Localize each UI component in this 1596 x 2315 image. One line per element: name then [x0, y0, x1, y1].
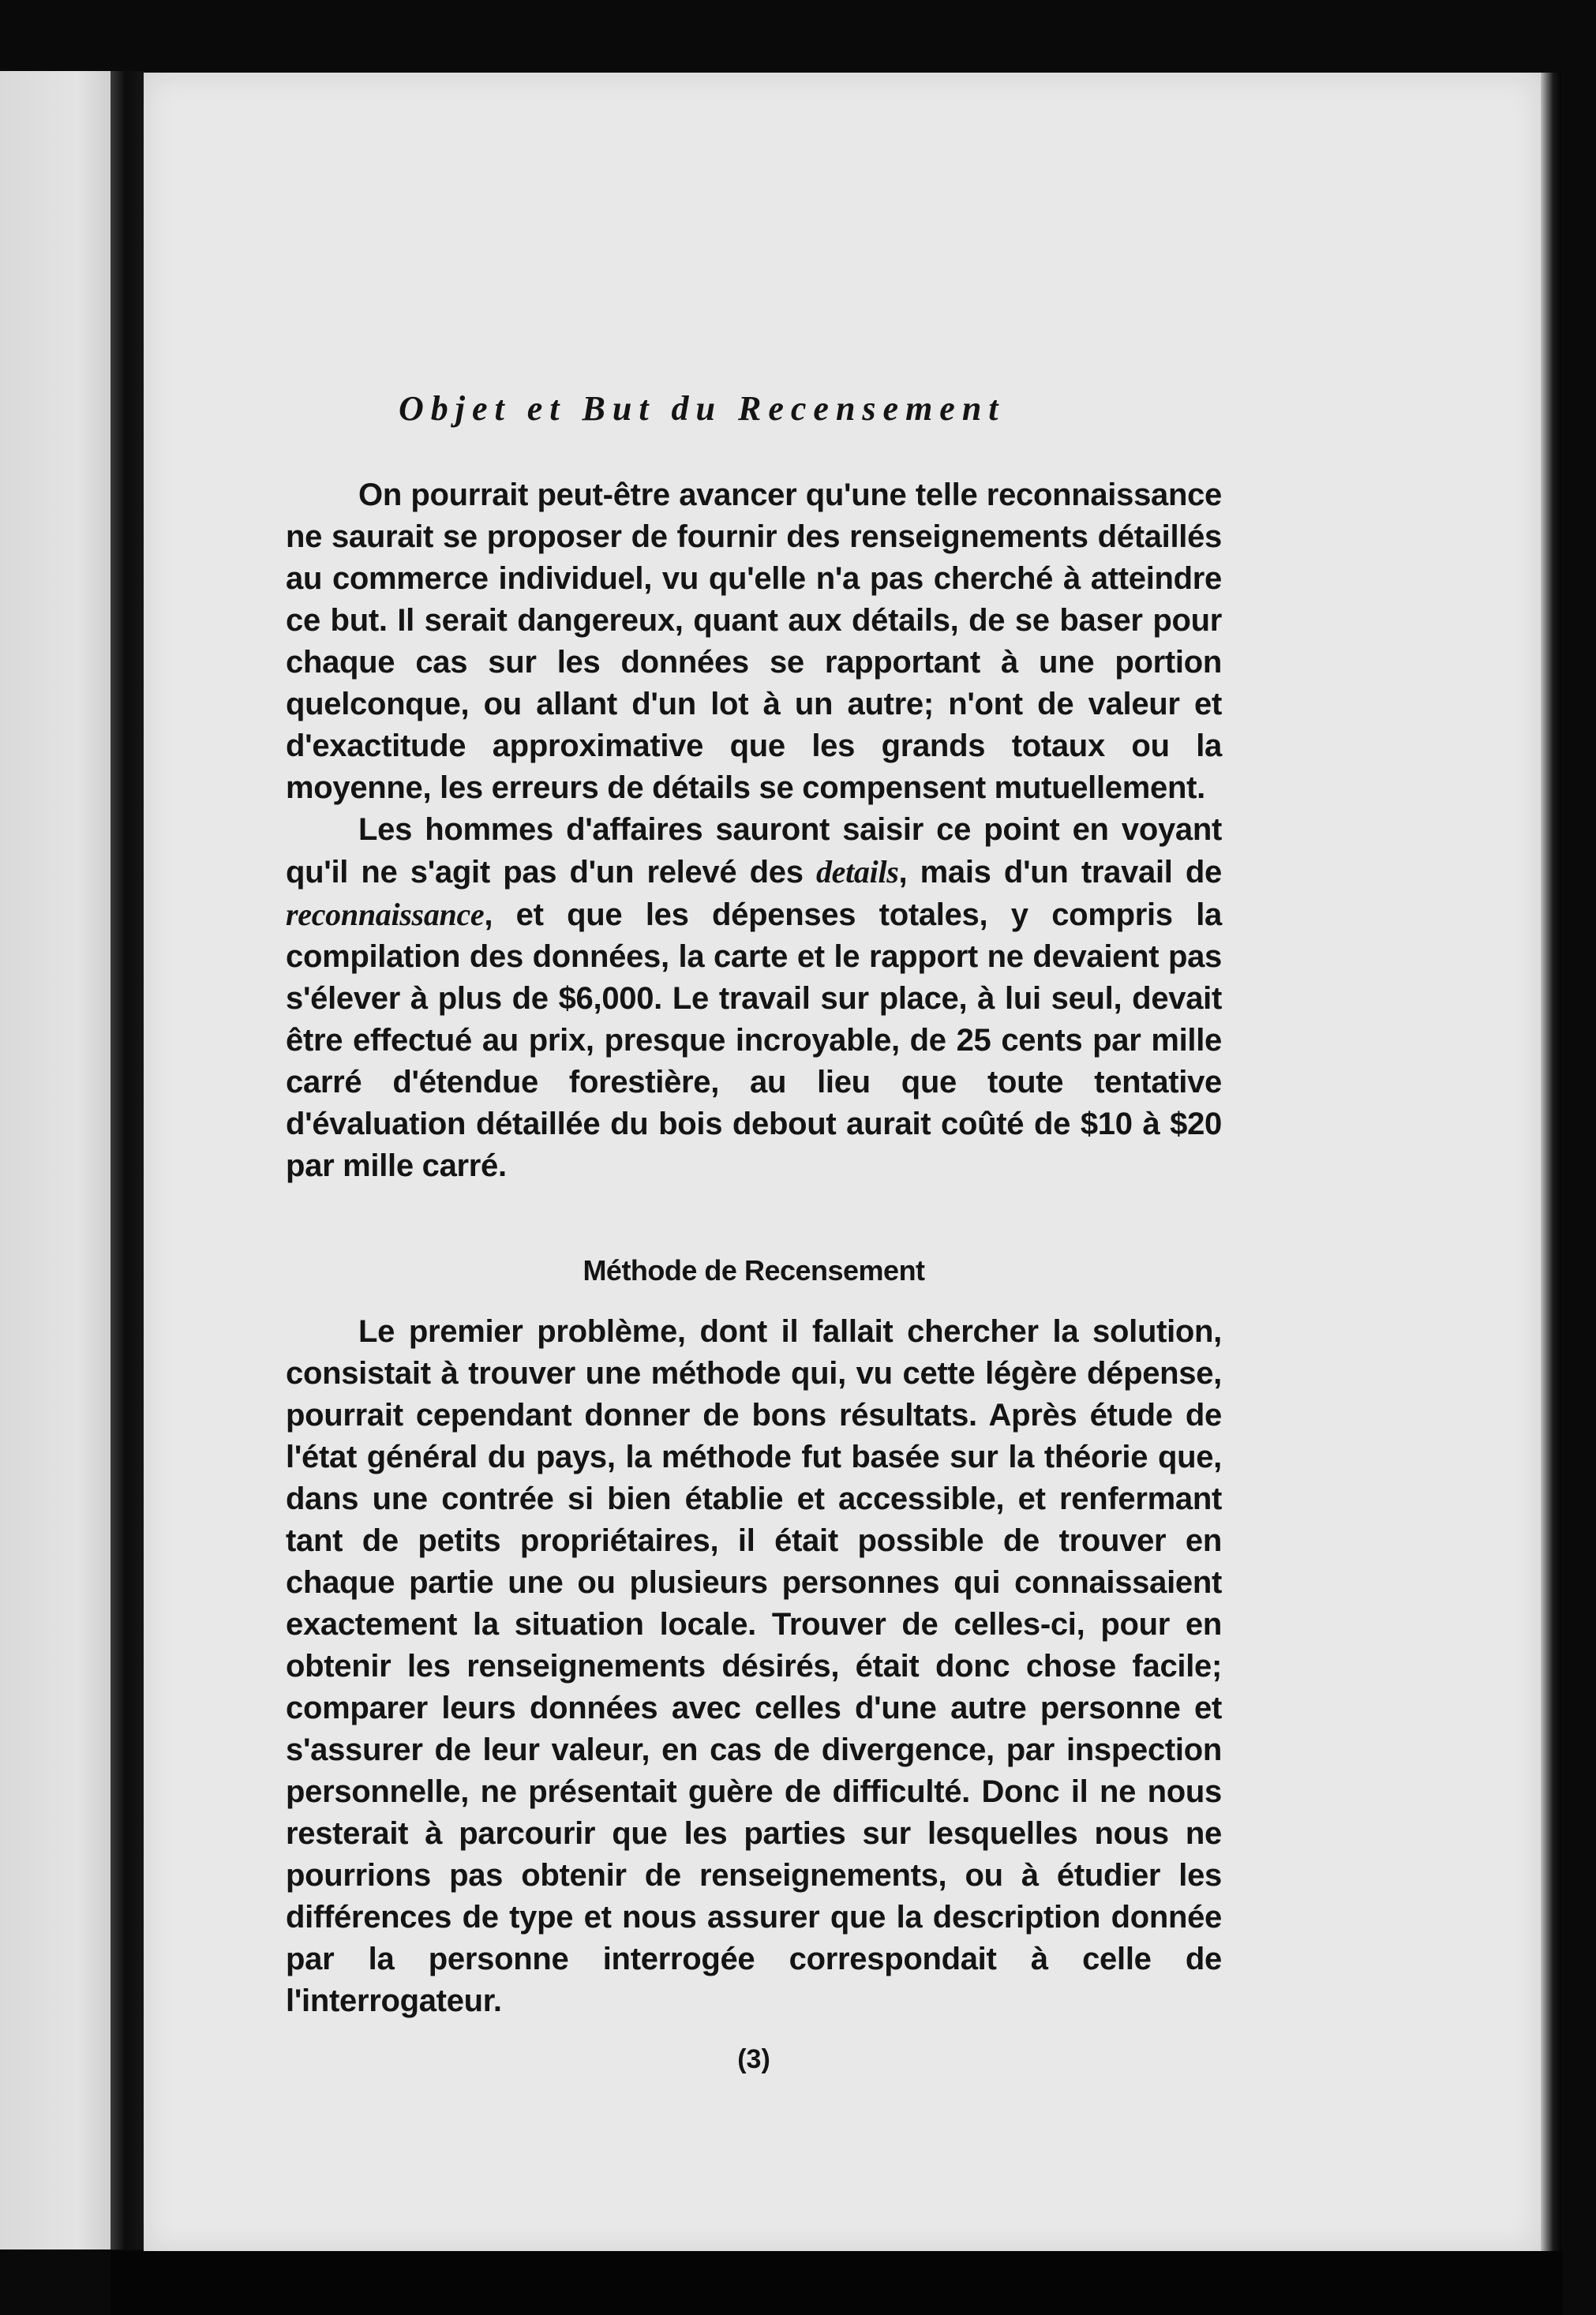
paragraph-2-text-a: Les hommes d'affaires sauront saisir ce point en voyant qu'il ne s'agit pas d'un relevé des — [286, 812, 1222, 890]
page-heading: Objet et But du Recensement — [399, 389, 1006, 428]
section-2-text — [286, 1311, 1222, 2022]
page-number: (3) — [737, 2044, 770, 2074]
paragraph-2-text-c: , et que les dépenses totales, y compris la compilation des données, la carte et le rapport ne devaient pas s'élever à plus de $6,000. Le travail sur place, à lui seul, devait être effectué au prix, presque incroyable, de 25 cents par mille carré d'étendue forestière, au lieu que toute tentative d'évaluation détaillée du bois debout aurait coûté de $10 à $20 par mille carré. — [286, 897, 1222, 1183]
paragraph-1: On pourrait peut-être avancer qu'une telle reconnaissance ne saurait se proposer de fournir des renseignements détaillés au commerce individuel, vu qu'elle n'a pas cherché à atteindre ce but. Il serait dangereux, quant aux détails, de se baser pour chaque cas sur les données se rapportant à une portion quelconque, ou allant d'un lot à un autre; n'ont de valeur et d'exactitude approximative que les grands totaux ou la moyenne, les erreurs de détails se compensent mutuellement. — [286, 478, 1222, 805]
book-gutter — [111, 71, 144, 2249]
section-title: Méthode de Recensement — [583, 1254, 925, 1287]
page-right-edge — [1541, 73, 1561, 2253]
paragraph-2-emphasis-reconnaissance: reconnaissance — [286, 897, 485, 932]
paragraph-2-text-b: , mais d'un travail de — [898, 855, 1223, 890]
paragraph-3: Le premier problème, dont il fallait chercher la solution, consistait à trouver une méthode qui, vu cette légère dépense, pourrait cependant donner de bons résultats. Après étude de l'état général du pays, la méthode fut basée sur la théorie que, dans une contrée si bien établie et accessible, et renfermant tant de petits propriétaires, il était possible de trouver en chaque partie une ou plusieurs personnes qui connaissaient exactement la situation locale. Trouver de celles-ci, pour en obtenir les renseignements désirés, était donc chose facile; comparer leurs données avec celles d'une autre personne et s'assurer de leur valeur, en cas de divergence, par inspection personnelle, ne présentait guère de difficulté. Donc il ne nous resterait à parcourir que les parties sur lesquelles nous ne pourrions pas obtenir de renseignements, ou à étudier les différences de type et nous assurer que la description donnée par la personne interrogée correspondait à celle de l'interrogateur. — [286, 1314, 1222, 2018]
section-1-text — [286, 474, 1222, 1187]
paragraph-2 — [286, 809, 1222, 1187]
facing-page-edge — [0, 71, 111, 2249]
paragraph-2-emphasis-details: details — [815, 854, 899, 890]
scan-bottom-border — [111, 2251, 1563, 2315]
